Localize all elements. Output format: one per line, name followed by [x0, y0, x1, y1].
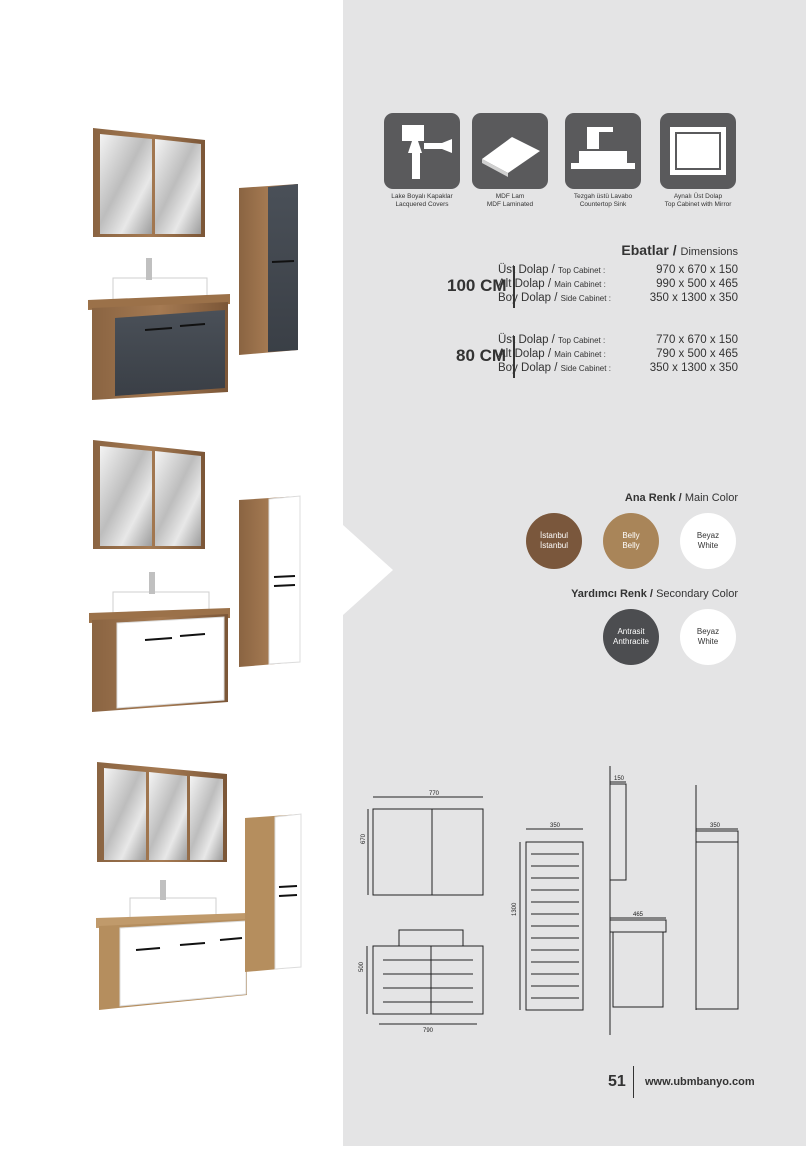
dim-row: Boy Dolap / Side Cabinet : 350 x 1300 x 350: [498, 362, 738, 374]
mirror-door: [155, 139, 201, 234]
vanity-set-anthracite: [88, 128, 298, 400]
feature-mdf: [472, 113, 548, 209]
dim-row: Alt Dolap / Main Cabinet : 790 x 500 x 465: [498, 348, 738, 360]
dim-label: 1300: [512, 902, 518, 916]
dim-row: Boy Dolap / Side Cabinet : 350 x 1300 x 350: [498, 292, 738, 304]
secondary-color-title-tr: Yardımcı Renk /: [571, 588, 653, 600]
dim-row-value: 790 x 500 x 465: [656, 348, 738, 360]
dim-row: Üst Dolap / Top Cabinet : 970 x 670 x 150: [498, 264, 738, 276]
product-photos-panel: [0, 0, 343, 1146]
swatch-label-tr: Belly: [622, 531, 640, 540]
page-number: 51: [608, 1073, 626, 1090]
vanity-set-white-wood: [89, 440, 300, 712]
swatch-label-en: Belly: [622, 541, 640, 550]
drawing-base-cabinet: [367, 930, 483, 1024]
dim-row-value: 350 x 1300 x 350: [649, 362, 738, 374]
dim-row-label-en: Side Cabinet: [560, 294, 607, 303]
dim-label: 790: [423, 1028, 434, 1034]
size-label-100: 100 CM: [447, 276, 507, 295]
dim-row-label: Alt Dolap /: [498, 278, 555, 290]
dim-row-value: 990 x 500 x 465: [656, 278, 738, 290]
feature-countertop-sink: [565, 113, 641, 209]
mirror-door: [100, 134, 152, 234]
swatch-label-tr: İstanbul: [539, 531, 569, 540]
dim-row-label: Üst Dolap /: [498, 334, 559, 346]
swatch-label-en: İstanbul: [539, 541, 569, 550]
vanity-set-white-light-wood: [96, 762, 301, 1010]
website-link[interactable]: www.ubmbanyo.com: [645, 1076, 755, 1088]
faucet: [146, 258, 152, 280]
mdf-sheet-icon: [472, 113, 548, 189]
feature-lacquered: [384, 113, 460, 209]
dim-row-label-en: Top Cabinet: [558, 336, 601, 345]
dim-label: 350: [710, 823, 721, 829]
dim-row-label-en: Main Cabinet: [554, 280, 602, 289]
swatch-label-tr: Antrasit: [617, 627, 645, 636]
dim-label: 670: [361, 833, 367, 844]
spray-gun-icon: [384, 113, 460, 189]
feature-label-en: Countertop Sink: [579, 201, 627, 208]
panel-arrow: [343, 525, 393, 615]
dim-row-label-en: Side Cabinet: [560, 364, 607, 373]
swatch-label-tr: Beyaz: [696, 627, 720, 636]
dim-label: 770: [429, 791, 440, 797]
dim-row-label-en: Main Cabinet: [554, 350, 602, 359]
dim-row-label-en: Top Cabinet: [558, 266, 601, 275]
feature-label-en: Top Cabinet with Mirror: [664, 201, 732, 208]
dimensions-title-en: Dimensions: [680, 246, 738, 258]
swatch-white-secondary: [680, 609, 736, 665]
secondary-color-title: [571, 588, 738, 600]
dim-row-value: 770 x 670 x 150: [656, 334, 738, 346]
drawing-top-cabinet: [368, 797, 483, 895]
dim-row-label: Boy Dolap /: [498, 292, 561, 304]
dim-row-value: 970 x 670 x 150: [656, 264, 738, 276]
feature-label-en: MDF Laminated: [486, 201, 534, 208]
drawing-side-cabinet: [520, 829, 583, 1010]
dim-label: 350: [550, 823, 561, 829]
dim-label: 500: [359, 961, 365, 972]
size-label-80: 80 CM: [456, 346, 507, 365]
swatch-label-tr: Beyaz: [696, 531, 720, 540]
dimensions-title-tr: Ebatlar /: [621, 242, 677, 258]
feature-label-en: Lacquered Covers: [395, 201, 449, 208]
dim-row-label: Üst Dolap /: [498, 264, 559, 276]
technical-drawings: [343, 740, 806, 1040]
mirror-cabinet-icon: [660, 113, 736, 189]
feature-label-tr: Lake Boyalı Kapaklar: [391, 193, 453, 200]
cabinet-doors: [115, 310, 225, 396]
secondary-color-title-en: Secondary Color: [656, 588, 738, 600]
dim-row: Üst Dolap / Top Cabinet : 770 x 670 x 150: [498, 334, 738, 346]
dim-label: 150: [614, 776, 625, 782]
feature-label-tr: MDF Lam: [495, 193, 525, 200]
swatch-label-en: Anthracite: [612, 637, 650, 646]
main-color-title-en: Main Color: [684, 492, 738, 504]
feature-label-tr: Tezgah üstü Lavabo: [573, 193, 633, 200]
swatch-anthracite: [603, 609, 659, 665]
countertop-sink-icon: [565, 113, 641, 189]
dim-row-label: Boy Dolap /: [498, 362, 561, 374]
tall-cabinet-door: [268, 184, 298, 352]
swatch-label-en: White: [697, 541, 719, 550]
drawing-side-profiles: [610, 766, 738, 1035]
dim-label: 465: [633, 912, 644, 918]
swatch-belly: [603, 513, 659, 569]
dimensions-title: [621, 242, 738, 258]
product-illustrations: [0, 0, 343, 1146]
dim-row: Alt Dolap / Main Cabinet : 990 x 500 x 465: [498, 278, 738, 290]
main-color-title: [625, 492, 738, 504]
swatch-white: [680, 513, 736, 569]
feature-mirror-cabinet: [660, 113, 736, 209]
swatch-label-en: White: [697, 637, 719, 646]
main-color-title-tr: Ana Renk /: [624, 492, 682, 504]
feature-label-tr: Aynalı Üst Dolap: [673, 193, 723, 200]
dim-row-value: 350 x 1300 x 350: [649, 292, 738, 304]
footer-divider: [633, 1066, 634, 1098]
dim-row-label: Alt Dolap /: [498, 348, 555, 360]
swatch-istanbul: [526, 513, 582, 569]
